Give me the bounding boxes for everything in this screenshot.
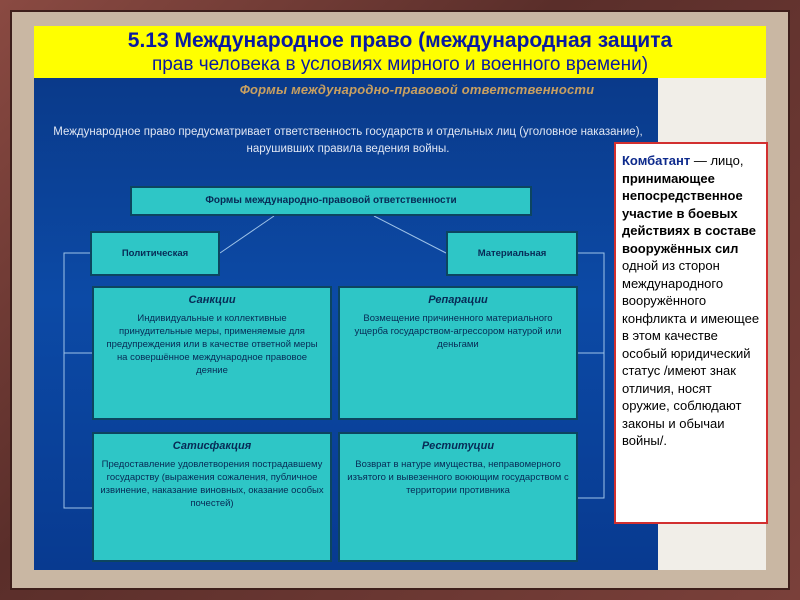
- node-title: Сатисфакция: [172, 440, 252, 452]
- definition-term: Комбатант: [622, 153, 691, 168]
- definition-box: [614, 142, 768, 524]
- node-description: Индивидуальные и коллективные принудительные меры, применяемые для предупреждения или в качестве ответной меры на совершённое международное правовое деяние: [106, 313, 318, 376]
- title-line-1: 5.13 Международное право (международная защита: [127, 29, 673, 52]
- connector-line: [374, 216, 446, 253]
- diagram-panel: [34, 78, 658, 570]
- node-satisfaction: [92, 432, 332, 562]
- root-node: Формы международно-правовой ответственности: [130, 186, 532, 216]
- node-reparations: [338, 286, 578, 420]
- node-title: Санкции: [188, 294, 236, 306]
- background-strip: [658, 524, 766, 570]
- connector-line: [578, 253, 604, 498]
- node-sanctions: [92, 286, 332, 420]
- branch-political: Политическая: [90, 231, 220, 276]
- node-description: Возмещение причиненного материального ущерба государством-агрессором натурой или деньгами: [354, 313, 562, 350]
- node-title: Репарации: [428, 294, 488, 306]
- slide-title: [34, 26, 766, 78]
- node-description: Возврат в натуре имущества, неправомерного изъятого и вывезенного воюющим государством с территории противника: [347, 459, 569, 496]
- node-title: Реституции: [421, 440, 495, 452]
- node-restitution: [338, 432, 578, 562]
- title-line-2: прав человека в условиях мирного и военного времени): [151, 54, 649, 75]
- intro-text: Международное право предусматривает ответственность государств и отдельных лиц (уголовное наказание), нарушивших правила ведения войны.: [53, 126, 643, 155]
- definition-dash: — лицо,: [690, 153, 744, 168]
- connector-line: [64, 253, 92, 508]
- branch-material: Материальная: [446, 231, 578, 276]
- definition-bold: принимающее непосредственное участие в боевых действиях в составе вооружённых сил: [622, 170, 756, 256]
- diagram-heading: Формы международно-правовой ответственности: [239, 82, 595, 97]
- connector-line: [220, 216, 274, 253]
- background-strip: [658, 78, 766, 142]
- node-description: Предоставление удовлетворения пострадавшему государству (выражения сожаления, публичное извинение, наказание виновных, оказание особых почестей): [100, 459, 324, 509]
- definition-rest: одной из сторон международного вооружённого конфликта и имеющее в этом качестве особый юридический статус /имеют знак отличия, носят оружие, соблюдают законы и обычаи войны/.: [622, 258, 760, 448]
